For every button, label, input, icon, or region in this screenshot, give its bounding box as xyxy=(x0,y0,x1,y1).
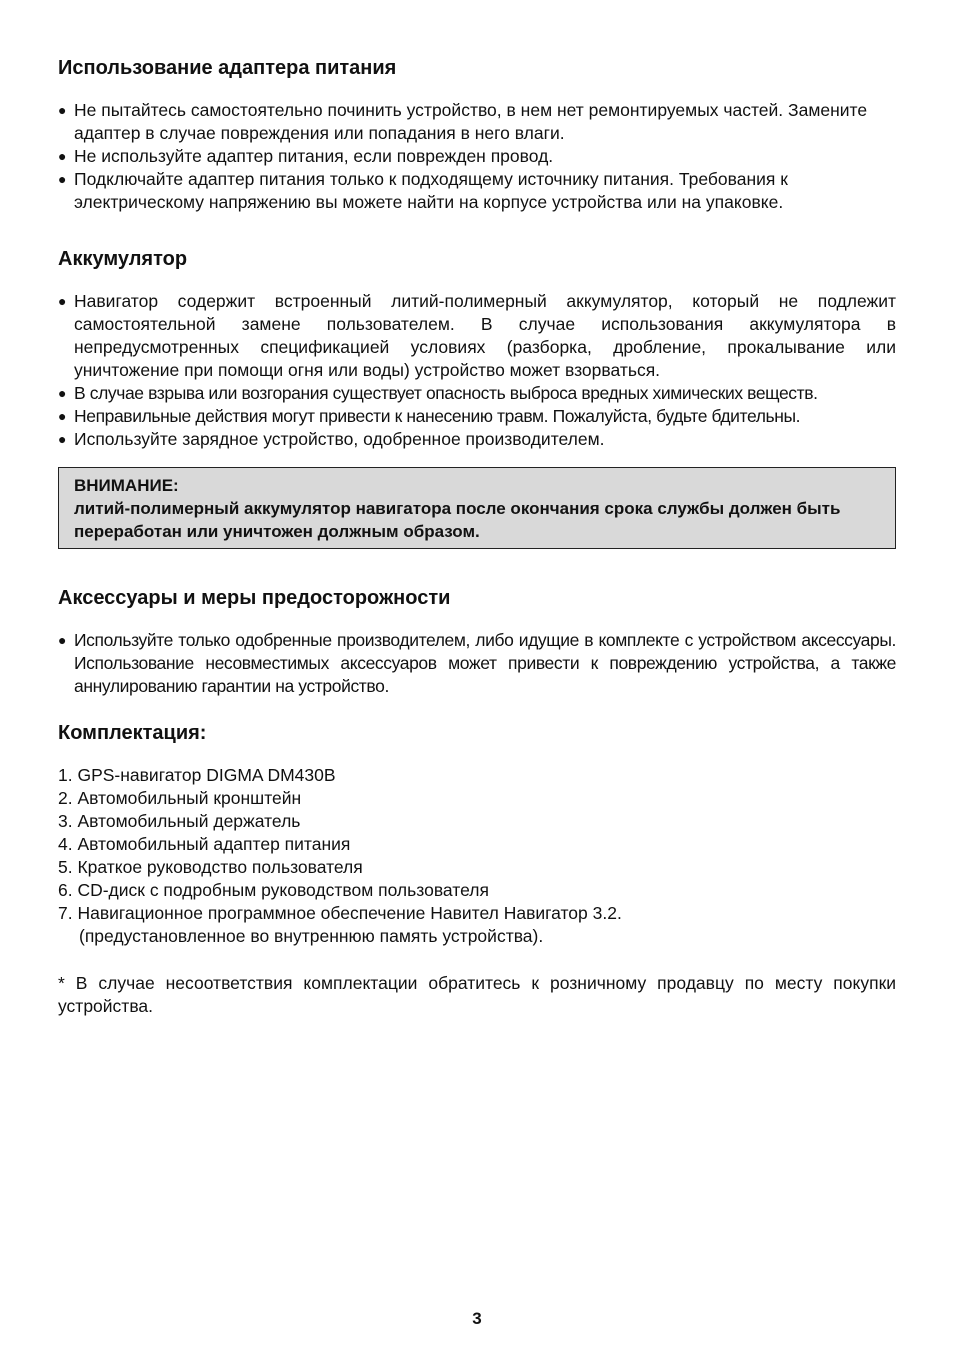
section-title-accessories: Аксессуары и меры предосторожности xyxy=(58,587,451,609)
kit-section xyxy=(58,720,896,1018)
list-item: 1. GPS-навигатор DIGMA DM430B xyxy=(58,765,336,785)
adapter-section xyxy=(58,55,896,214)
battery-section xyxy=(58,246,896,451)
list-item: 7. Навигационное программное обеспечение Навител Навигатор 3.2. xyxy=(58,903,622,923)
warning-text: литий-полимерный аккумулятор навигатора после окончания срока службы должен быть переработан или уничтожен должным образом. xyxy=(74,499,841,541)
list-item: ● В случае взрыва или возгорания существует опасность выброса вредных химических веществ. xyxy=(58,382,896,405)
kit-note: * В случае несоответствия комплектации обратитесь к розничному продавцу по месту покупки устройства. xyxy=(58,973,896,1016)
page-number: 3 xyxy=(472,1309,482,1328)
page-content xyxy=(58,55,896,1036)
list-item: 3. Автомобильный держатель xyxy=(58,811,301,831)
list-item-continuation: (предустановленное во внутреннюю память устройства). xyxy=(79,926,544,946)
list-item: ● Неправильные действия могут привести к нанесению травм. Пожалуйста, будьте бдительны. xyxy=(58,405,896,428)
list-item: ● Навигатор содержит встроенный литий-полимерный аккумулятор, который не подлежит самостоятельной замене пользователем. В случае использования аккумулятора в непредусмотренных спецификацией условиях (разборка, дробление, прокалывание или уничтожение при помощи огня или воды) устройство может взорваться. xyxy=(58,290,896,382)
section-title-adapter: Использование адаптера питания xyxy=(58,57,397,79)
list-item: 6. CD-диск с подробным руководством пользователя xyxy=(58,880,489,900)
list-item: ● Подключайте адаптер питания только к подходящему источнику питания. Требования к электрическому напряжению вы можете найти на корпусе устройства или на упаковке. xyxy=(58,168,896,214)
list-item: ● Используйте только одобренные производителем, либо идущие в комплекте с устройством аксессуары. Использование несовместимых аксессуаров может привести к повреждению устройства, а также аннулированию гарантии на устройство. xyxy=(58,629,896,698)
list-item: ● Не пытайтесь самостоятельно починить устройство, в нем нет ремонтируемых частей. Замените адаптер в случае повреждения или попадания в него влаги. xyxy=(58,99,896,145)
list-item: 5. Краткое руководство пользователя xyxy=(58,857,363,877)
list-item: ● Используйте зарядное устройство, одобренное производителем. xyxy=(58,428,896,451)
kit-list xyxy=(58,764,896,948)
section-title-kit: Комплектация: xyxy=(58,722,207,744)
list-item: 4. Автомобильный адаптер питания xyxy=(58,834,351,854)
list-item: ● Не используйте адаптер питания, если поврежден провод. xyxy=(58,145,896,168)
accessories-section xyxy=(58,585,896,698)
warning-box xyxy=(58,467,896,549)
adapter-list xyxy=(58,99,896,214)
warning-heading: ВНИМАНИЕ: xyxy=(74,476,179,495)
accessories-list xyxy=(58,629,896,698)
section-title-battery: Аккумулятор xyxy=(58,248,188,270)
list-item: 2. Автомобильный кронштейн xyxy=(58,788,302,808)
battery-list xyxy=(58,290,896,451)
